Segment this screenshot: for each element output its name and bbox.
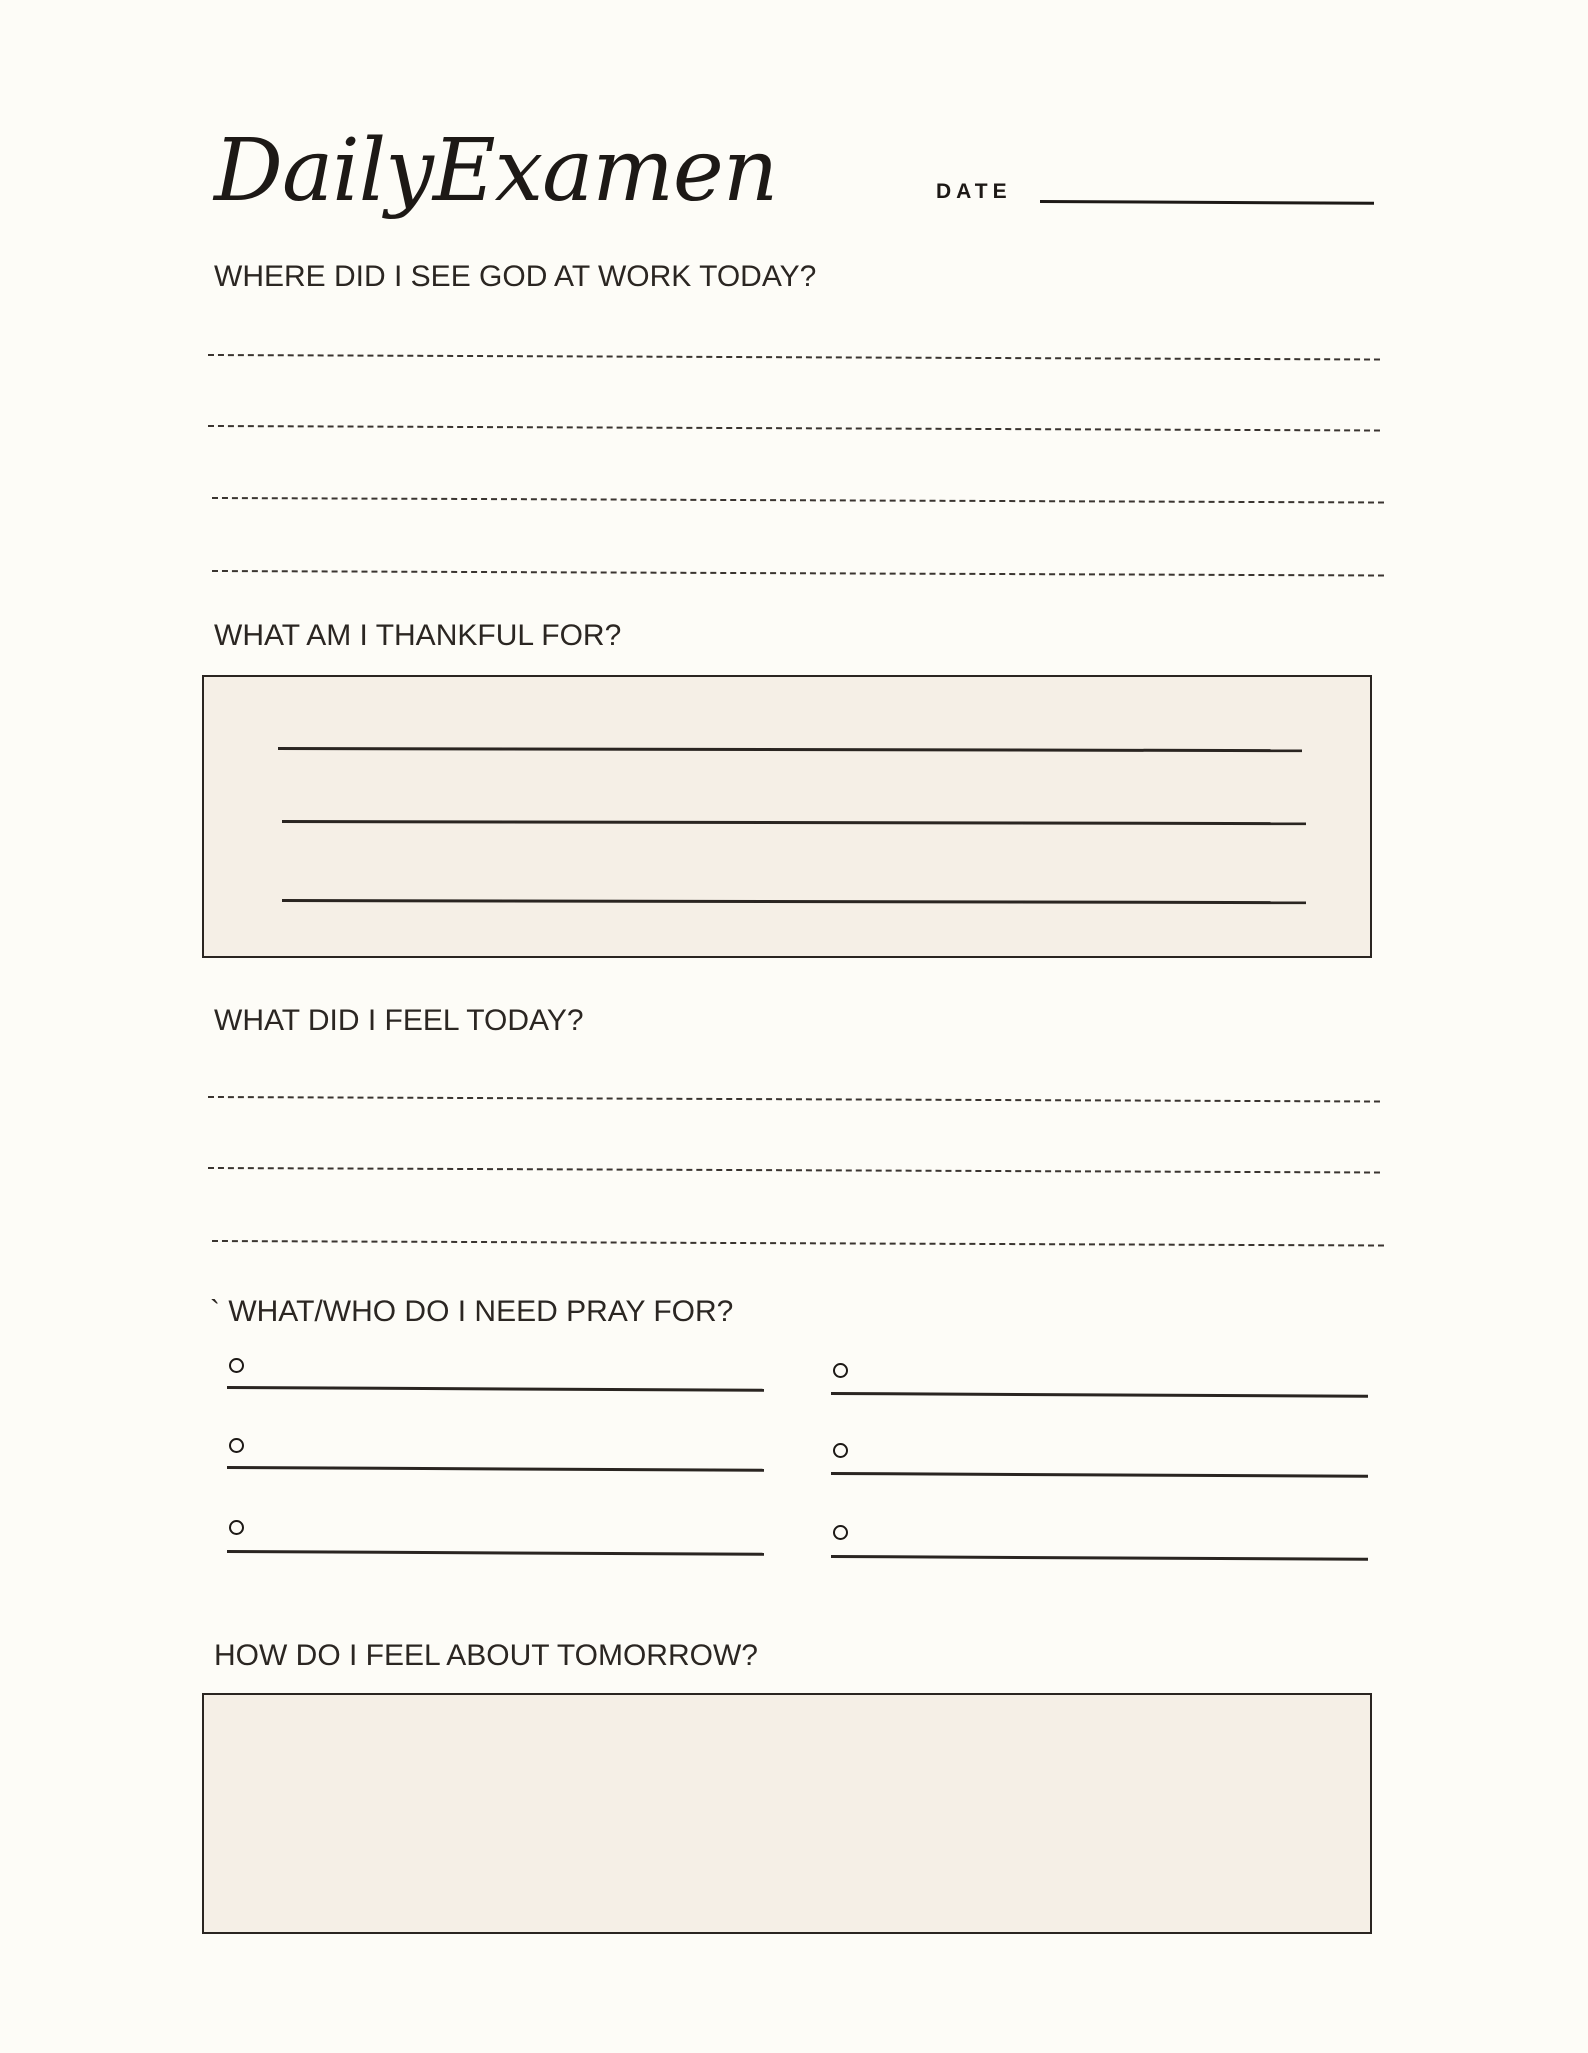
prayer-line[interactable] bbox=[831, 1472, 1368, 1478]
prayer-line[interactable] bbox=[227, 1386, 764, 1392]
section-heading-god-at-work: WHERE DID I SEE GOD AT WORK TODAY? bbox=[214, 260, 817, 293]
bullet-circle-icon[interactable] bbox=[229, 1520, 244, 1535]
section-heading-pray-for: ` WHAT/WHO DO I NEED PRAY FOR? bbox=[210, 1295, 734, 1328]
writing-line[interactable] bbox=[212, 1240, 1384, 1247]
writing-line[interactable] bbox=[208, 1167, 1380, 1174]
writing-line[interactable] bbox=[208, 354, 1380, 361]
thankful-box[interactable] bbox=[202, 675, 1372, 958]
section-heading-tomorrow: HOW DO I FEEL ABOUT TOMORROW? bbox=[214, 1639, 758, 1672]
bullet-circle-icon[interactable] bbox=[833, 1525, 848, 1540]
thankful-line[interactable] bbox=[282, 899, 1306, 904]
bullet-circle-icon[interactable] bbox=[833, 1363, 848, 1378]
tomorrow-box[interactable] bbox=[202, 1693, 1372, 1934]
prayer-line[interactable] bbox=[831, 1392, 1368, 1398]
section-heading-thankful: WHAT AM I THANKFUL FOR? bbox=[214, 619, 622, 652]
section-heading-feel-today: WHAT DID I FEEL TODAY? bbox=[214, 1004, 584, 1037]
writing-line[interactable] bbox=[212, 570, 1384, 577]
date-label: DATE bbox=[936, 180, 1012, 203]
prayer-line[interactable] bbox=[227, 1550, 764, 1556]
thankful-line[interactable] bbox=[282, 820, 1306, 825]
bullet-circle-icon[interactable] bbox=[229, 1438, 244, 1453]
bullet-circle-icon[interactable] bbox=[833, 1443, 848, 1458]
writing-line[interactable] bbox=[208, 1096, 1380, 1103]
bullet-circle-icon[interactable] bbox=[229, 1358, 244, 1373]
date-field-line[interactable] bbox=[1040, 200, 1374, 205]
page-title: DailyExamen bbox=[214, 121, 778, 221]
prayer-line[interactable] bbox=[831, 1555, 1368, 1561]
thankful-line[interactable] bbox=[278, 747, 1302, 752]
prayer-line[interactable] bbox=[227, 1466, 764, 1472]
writing-line[interactable] bbox=[208, 425, 1380, 432]
writing-line[interactable] bbox=[212, 497, 1384, 504]
